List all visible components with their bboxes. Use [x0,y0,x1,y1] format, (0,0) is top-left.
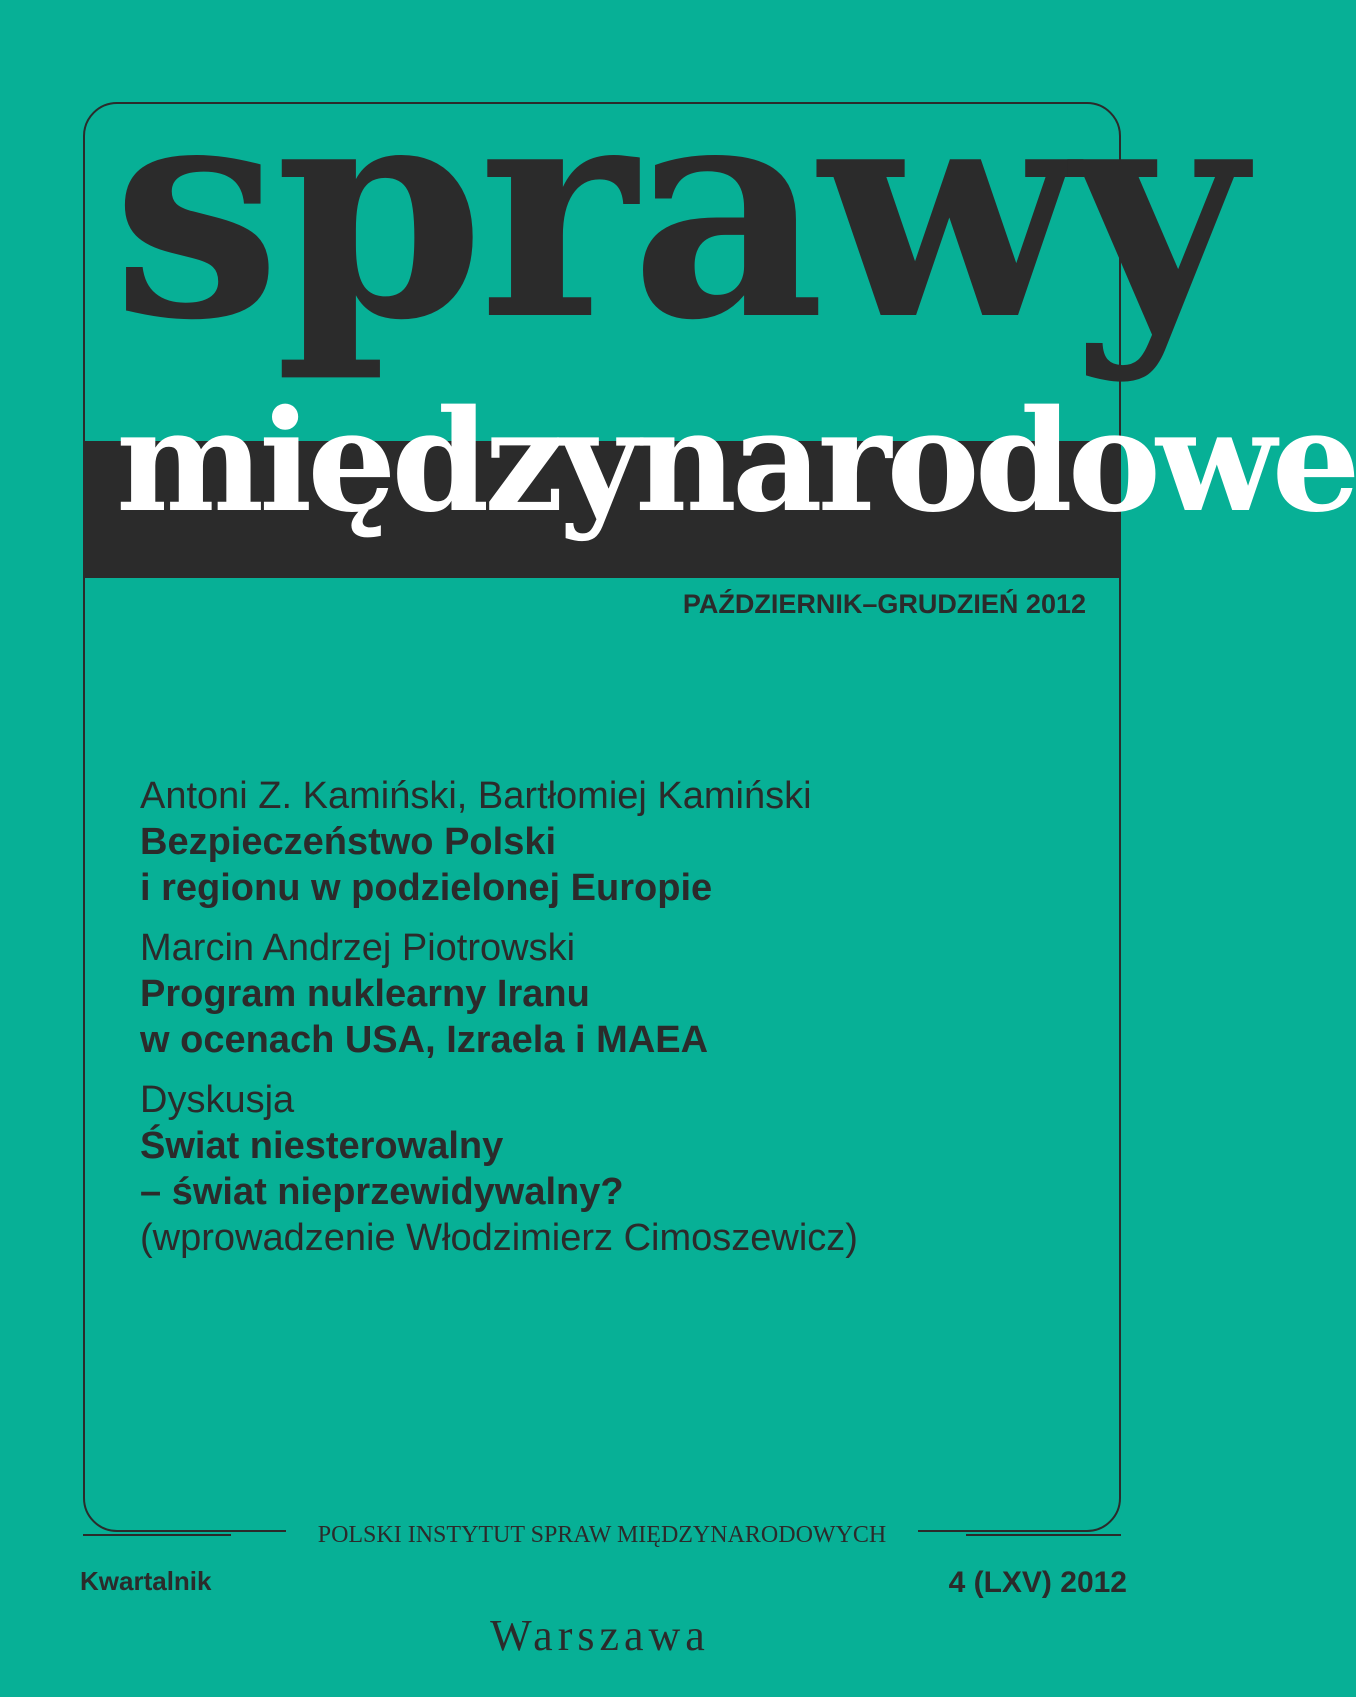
article-item [140,773,1080,911]
article-title-line: i regionu w podzielonej Europie [140,867,713,909]
publisher-name: POLSKI INSTYTUT SPRAW MIĘDZYNARODOWYCH [286,1522,919,1549]
issue-number: 4 (LXV) 2012 [948,1566,1127,1599]
article-author: Dyskusja [140,1079,295,1121]
periodicity-label: Kwartalnik [80,1566,212,1596]
article-item [140,925,1080,1063]
article-item [140,1077,1080,1261]
issue-date: PAŹDZIERNIK–GRUDZIEŃ 2012 [682,589,1086,619]
article-note: (wprowadzenie Włodzimierz Cimoszewicz) [140,1217,858,1259]
article-title-line: Świat niesterowalny [140,1125,504,1167]
journal-title-bottom: międzynarodowe [116,380,1356,544]
article-author: Antoni Z. Kamiński, Bartłomiej Kamiński [140,775,812,817]
article-author: Marcin Andrzej Piotrowski [140,927,576,969]
journal-title-top: sprawy [112,33,1240,386]
divider-left [83,1534,231,1536]
divider-right [966,1534,1121,1536]
table-of-contents [140,773,1080,1275]
publication-city: Warszawa [490,1611,710,1660]
article-title-line: Program nuklearny Iranu [140,973,590,1015]
article-title-line: – świat nieprzewidywalny? [140,1171,624,1213]
article-title-line: w ocenach USA, Izraela i MAEA [140,1019,709,1061]
article-title-line: Bezpieczeństwo Polski [140,821,557,863]
